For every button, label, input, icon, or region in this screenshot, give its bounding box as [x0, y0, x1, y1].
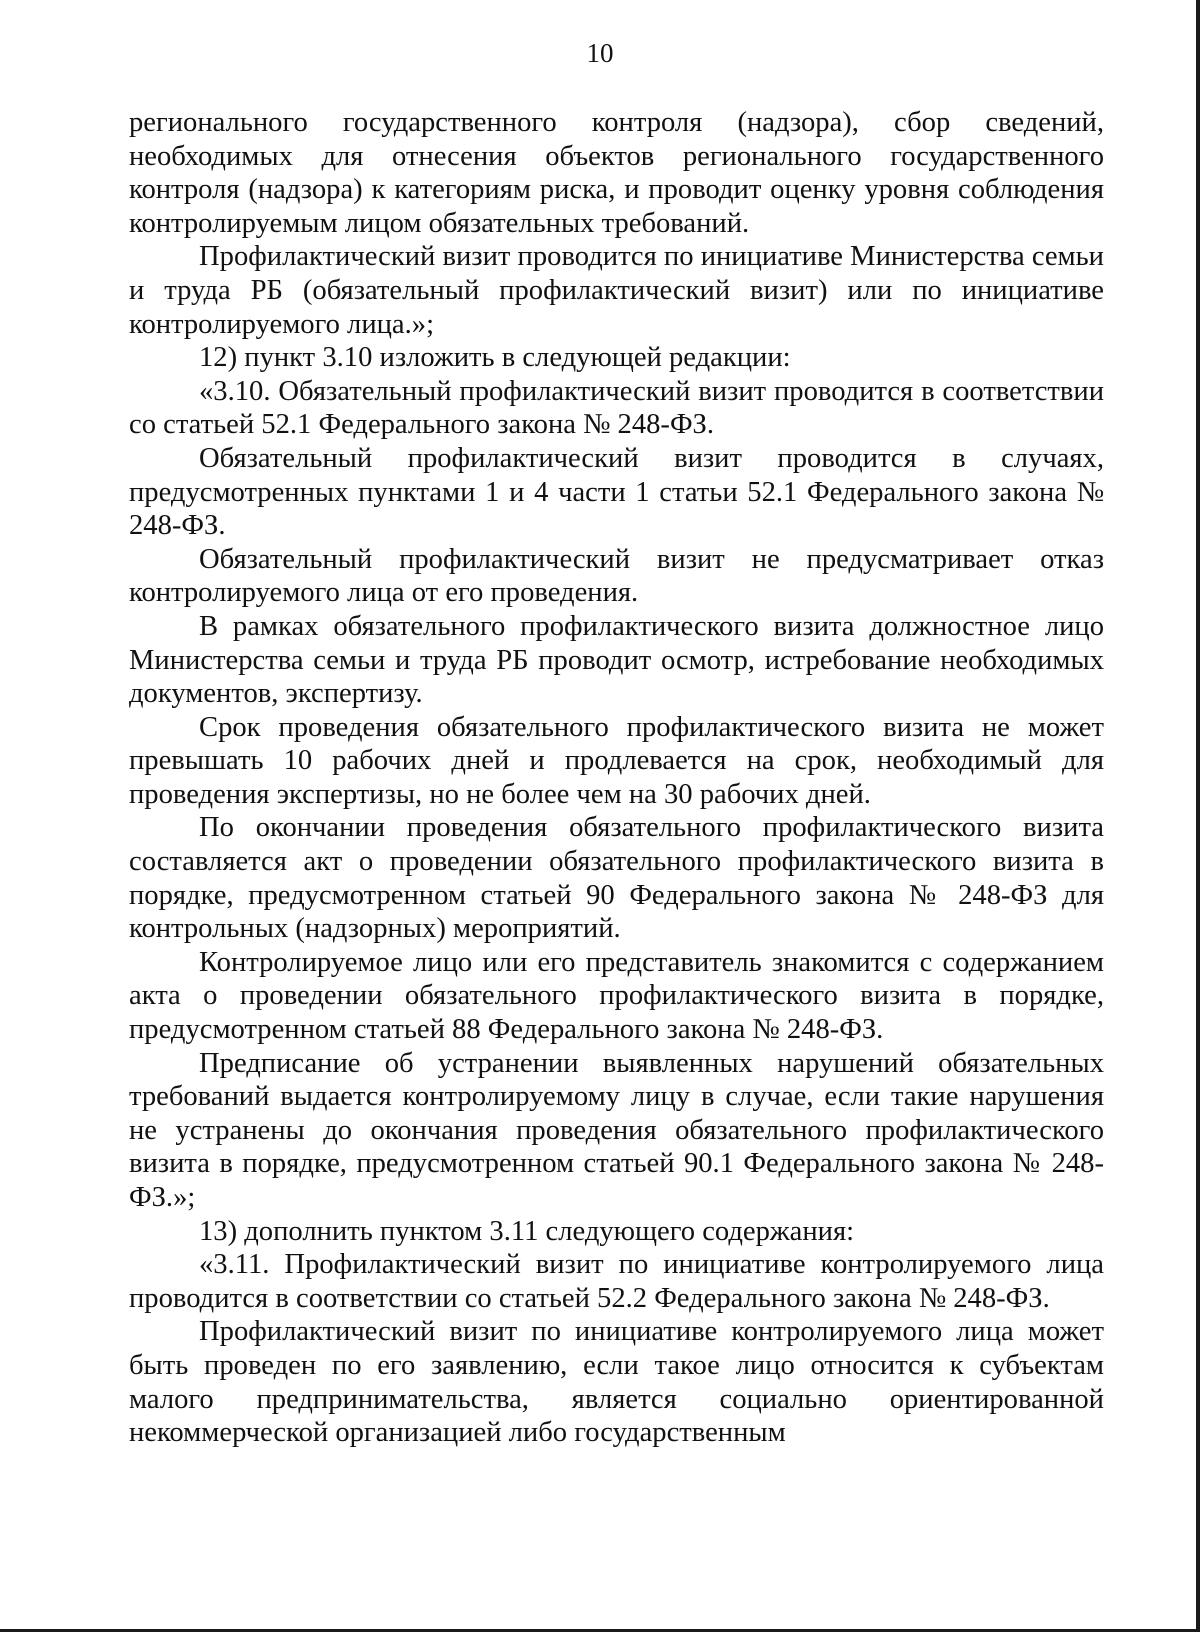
- paragraph-continuation: регионального государственного контроля (надзора), сбор сведений, необходимых для отнесения объектов регионального государственного контроля (надзора) к категориям риска, и проводит оценку уровня соблюдения контролируемым лицом обязательных требований.: [129, 107, 1104, 239]
- paragraph: По окончании проведения обязательного профилактического визита составляется акт о проведении обязательного профилактического визита в порядке, предусмотренном статьей 90 Федерального закона № 248-ФЗ для контрольных (надзорных) мероприятий.: [129, 812, 1104, 945]
- paragraph: «3.11. Профилактический визит по инициативе контролируемого лица проводится в соответствии со статьей 52.2 Федерального закона № 248-ФЗ.: [129, 1249, 1104, 1314]
- paragraph: Профилактический визит по инициативе контролируемого лица может быть проведен по его заявлению, если такое лицо относится к субъектам малого предпринимательства, является социально ориентированной некоммерческой организацией либо государственным: [129, 1316, 1104, 1449]
- paragraph: В рамках обязательного профилактического визита должностное лицо Министерства семьи и труда РБ проводит осмотр, истребование необходимых документов, экспертизу.: [129, 610, 1104, 710]
- paragraph: Срок проведения обязательного профилактического визита не может превышать 10 рабочих дней и продлевается на срок, необходимый для проведения экспертизы, но не более чем на 30 рабочих дней.: [129, 711, 1104, 810]
- paragraph-amendment-item: 12) пункт 3.10 изложить в следующей редакции:: [199, 342, 791, 374]
- paragraph: Профилактический визит проводится по инициативе Министерства семьи и труда РБ (обязательный профилактический визит) или по инициативе контролируемого лица.»;: [129, 241, 1104, 340]
- paragraph-amendment-item: 13) дополнить пунктом 3.11 следующего содержания:: [199, 1215, 855, 1247]
- page-number: 10: [586, 38, 614, 68]
- paragraph: Обязательный профилактический визит проводится в случаях, предусмотренных пунктами 1 и 4 части 1 статьи 52.1 Федерального закона № 248-ФЗ.: [129, 442, 1104, 542]
- paragraph: «3.10. Обязательный профилактический визит проводится в соответствии со статьей 52.1 Федерального закона № 248-ФЗ.: [129, 375, 1104, 441]
- scan-edge-right: [1196, 0, 1200, 1632]
- paragraph: Контролируемое лицо или его представитель знакомится с содержанием акта о проведении обязательного профилактического визита в порядке, предусмотренном статьей 88 Федерального закона № 248-ФЗ.: [129, 946, 1104, 1046]
- paragraph: Предписание об устранении выявленных нарушений обязательных требований выдается контролируемому лицу в случае, если такие нарушения не устранены до окончания проведения обязательного профилактического визита в порядке, предусмотренном статьей 90.1 Федерального закона № 248-ФЗ.»;: [129, 1047, 1104, 1213]
- document-body: [129, 106, 1104, 1450]
- paragraph: Обязательный профилактический визит не предусматривает отказ контролируемого лица от его проведения.: [129, 543, 1104, 609]
